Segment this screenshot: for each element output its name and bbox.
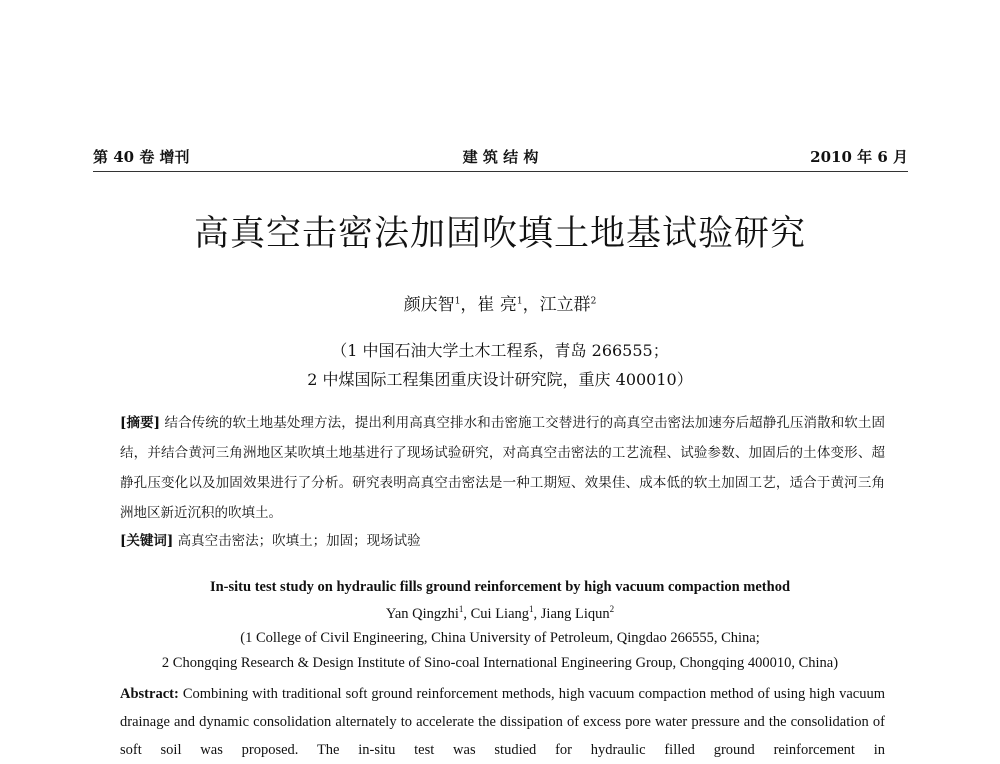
abstract-en-label: Abstract: (120, 686, 179, 702)
affiliation-mark: 1 (458, 604, 464, 614)
affiliation-mark: 2 (609, 604, 615, 614)
volume-issue: 第 40 卷 增刊 (93, 148, 190, 166)
author: Yan Qingzhi (385, 605, 459, 622)
paper-title: 高真空击密法加固吹填土地基试验研究 (193, 214, 806, 254)
affiliation-en-2: 2 Chongqing Research & Design Institute of Sino-coal International Engineering Group, Chongqing 400010, China) (161, 655, 839, 671)
affiliation-cn-1: （1 中国石油大学土木工程系，青岛 266555； (331, 341, 669, 360)
abstract-en-text: Combining with traditional soft ground reinforcement methods, high vacuum compaction method of using high vacuum drainage and dynamic consolidation alternately to accelerate the dissipation of excess pore water pressure and the consolidation of soft soil was proposed. The in-situ test was studied for hydraulic filled ground reinforcement in (120, 686, 885, 758)
author: 崔 亮 (477, 295, 517, 315)
affiliation-cn-2: 2 中煤国际工程集团重庆设计研究院，重庆 400010） (307, 370, 693, 389)
affiliation-mark: 1 (454, 296, 461, 307)
author: 江立群 (539, 295, 591, 315)
abstract-cn-text: 结合传统的软土地基处理方法，提出利用高真空排水和击密施工交替进行的高真空击密法加速夯后超静孔压消散和软土固结，并结合黄河三角洲地区某吹填土地基进行了现场试验研究，对高真空击密法的工艺流程、试验参数、加固后的土体变形、超静孔压变化以及加固效果进行了分析。研究表明高真空击密法是一种工期短、效果佳、成本低的软土加固工艺，适合于黄河三角洲地区新近沉积的吹填土。 (120, 415, 886, 521)
abstract-cn (120, 408, 885, 528)
affiliation-en-1: (1 College of Civil Engineering, China University of Petroleum, Qingdao 266555, China; (240, 630, 760, 646)
keywords-cn-text: 高真空击密法；吹填土；加固；现场试验 (177, 533, 421, 549)
running-header (93, 146, 908, 168)
author: 颜庆智 (403, 295, 455, 315)
authors-cn: 颜庆智$^1$，崔 亮$^1$，江立群$^2$ (403, 295, 597, 315)
abstract-en (120, 680, 885, 764)
affiliation-mark: 1 (529, 604, 534, 614)
header-rule (93, 171, 908, 172)
abstract-cn-label: [摘要] (120, 415, 161, 431)
journal-name: 建 筑 结 构 (462, 148, 539, 166)
paper-title-en: In-situ test study on hydraulic fills ground reinforcement by high vacuum compaction method (209, 579, 791, 595)
keywords-cn-label: [关键词] (120, 533, 174, 549)
affiliation-mark: 2 (590, 296, 597, 307)
authors-en: Yan Qingzhi$^1$, Cui Liang$^1$, Jiang Liqun$^2$ (385, 604, 615, 622)
author: Jiang Liqun (540, 605, 610, 622)
publication-date: 2010 年 6 月 (810, 148, 908, 166)
author: Cui Liang (470, 605, 530, 622)
affiliation-mark: 1 (516, 296, 523, 307)
keywords-cn (120, 526, 885, 556)
